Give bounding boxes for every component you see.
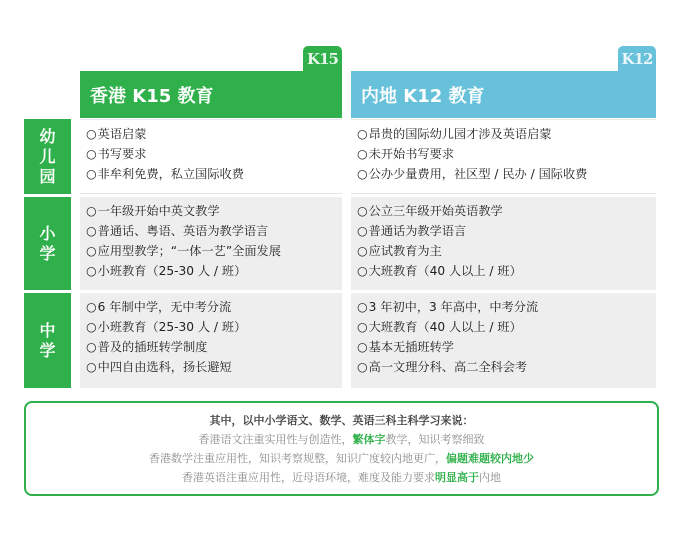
list-item: ○应用型教学；“一体一艺”全面发展 <box>86 244 281 258</box>
mainland-header: 内地 K12 教育 <box>351 71 656 118</box>
list-item: ○高一文理分科、高二全科会考 <box>357 360 528 374</box>
list-item: ○小班教育（25-30 人 / 班） <box>86 320 247 334</box>
mainland-kindergarten-cell <box>351 119 656 194</box>
row-label-char: 中 <box>39 320 56 340</box>
summary-title: 其中，以中小学语文、数学、英语三科主科学习来说： <box>209 414 474 427</box>
row-label-char: 儿 <box>39 146 56 166</box>
highlight-text: 明显高于 <box>435 471 479 484</box>
list-item: ○大班教育（40 人以上 / 班） <box>357 264 522 278</box>
highlight-text: 繁体字 <box>352 433 386 446</box>
row-label-secondary <box>24 293 71 388</box>
list-item: ○普通话为教学语言 <box>357 224 467 238</box>
list-item: ○公办少量费用，社区型 / 民办 / 国际收费 <box>357 167 588 181</box>
list-item: ○3 年初中，3 年高中，中考分流 <box>357 300 539 314</box>
hk-tag: K15 <box>303 46 342 72</box>
hk-header: 香港 K15 教育 <box>80 71 342 118</box>
list-item: ○大班教育（40 人以上 / 班） <box>357 320 522 334</box>
hk-primary-cell <box>80 197 342 290</box>
list-item: ○书写要求 <box>86 147 147 161</box>
summary-line-chinese: 香港语文注重实用性与创造性，繁体字教学，知识考察细致 <box>198 433 485 446</box>
list-item: ○普及的插班转学制度 <box>86 340 208 354</box>
list-item: ○基本无插班转学 <box>357 340 454 354</box>
row-label-char: 园 <box>39 166 56 186</box>
hk-secondary-cell <box>80 293 342 388</box>
list-item: ○一年级开始中英文教学 <box>86 204 220 218</box>
list-item: ○未开始书写要求 <box>357 147 454 161</box>
mainland-secondary-cell <box>351 293 656 388</box>
row-label-primary <box>24 197 71 290</box>
list-item: ○英语启蒙 <box>86 127 147 141</box>
list-item: ○非牟利免费，私立国际收费 <box>86 167 244 181</box>
hk-kindergarten-cell <box>80 119 342 194</box>
row-label-char: 幼 <box>39 126 56 146</box>
list-item: ○普通话、粤语、英语为教学语言 <box>86 224 269 238</box>
summary-line-math: 香港数学注重应用性，知识考察规整，知识广度较内地更广，偏题难题较内地少 <box>149 452 534 465</box>
list-item: ○小班教育（25-30 人 / 班） <box>86 264 247 278</box>
summary-line-english: 香港英语注重应用性，近母语环境，难度及能力要求明显高于内地 <box>182 471 501 484</box>
list-item: ○应试教育为主 <box>357 244 442 258</box>
highlight-text: 偏题难题较内地少 <box>446 452 534 465</box>
mainland-tag: K12 <box>618 46 656 72</box>
list-item: ○6 年制中学，无中考分流 <box>86 300 232 314</box>
row-label-char: 学 <box>39 340 56 360</box>
list-item: ○公立三年级开始英语教学 <box>357 204 503 218</box>
row-label-char: 学 <box>39 243 56 263</box>
list-item: ○昂贵的国际幼儿园才涉及英语启蒙 <box>357 127 552 141</box>
row-label-char: 小 <box>39 223 56 243</box>
row-label-kindergarten <box>24 119 71 194</box>
mainland-primary-cell <box>351 197 656 290</box>
list-item: ○中四自由选科，扬长避短 <box>86 360 232 374</box>
summary-box <box>24 401 659 496</box>
